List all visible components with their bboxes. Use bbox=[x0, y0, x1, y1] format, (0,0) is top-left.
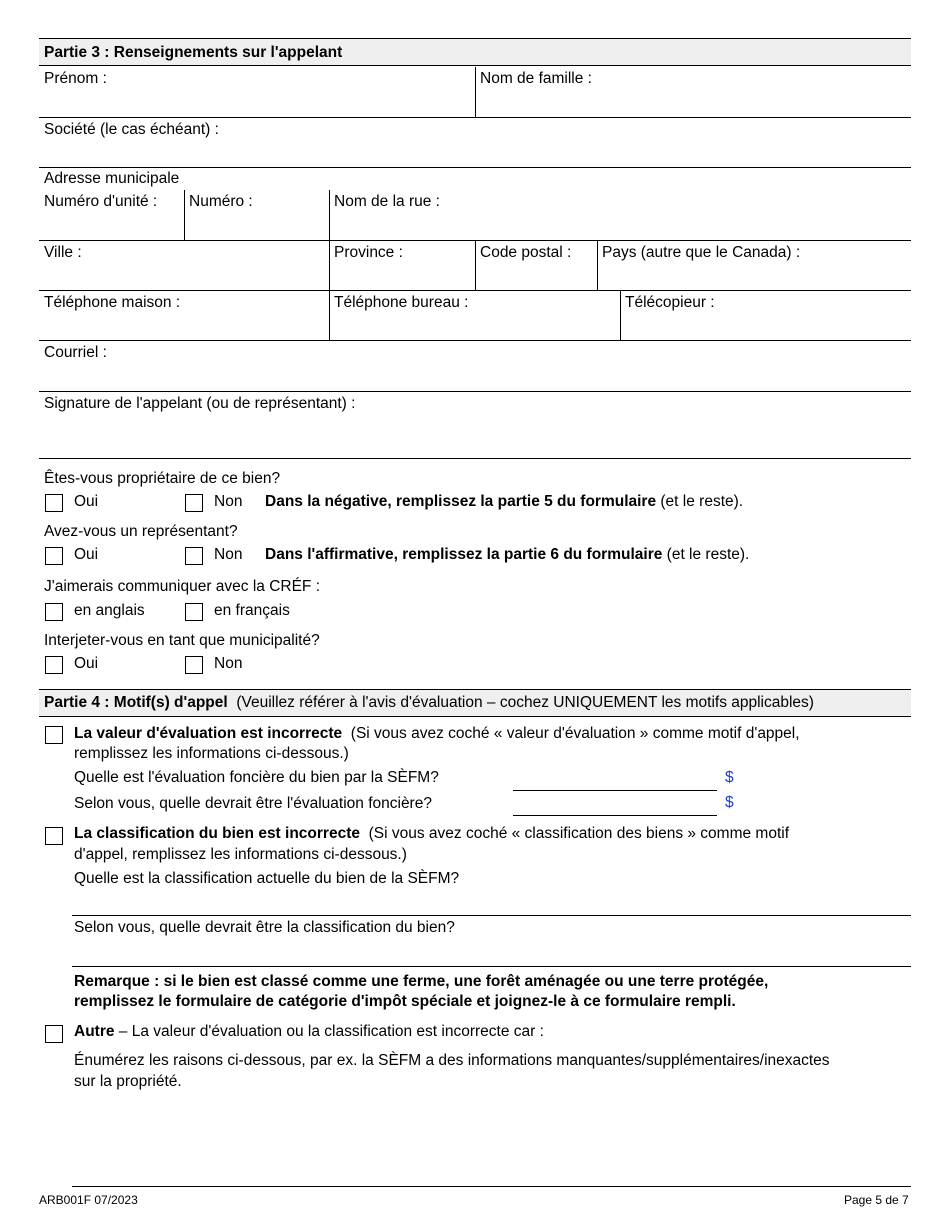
your-value-input[interactable] bbox=[513, 793, 717, 815]
sefm-value-question: Quelle est l'évaluation foncière du bien par la SÈFM? bbox=[74, 769, 439, 786]
postal-code-field[interactable] bbox=[476, 241, 597, 290]
home-phone-field[interactable] bbox=[39, 291, 329, 340]
street-address-label: Adresse municipale bbox=[44, 170, 180, 187]
muni-no-label: Non bbox=[214, 655, 243, 672]
other-label: Autre – La valeur d'évaluation ou la classification est incorrecte car : bbox=[74, 1023, 544, 1040]
company-field[interactable] bbox=[39, 118, 911, 167]
reasons-field[interactable] bbox=[72, 1095, 911, 1183]
dollar-sign: $ bbox=[725, 769, 734, 786]
french-label: en français bbox=[214, 602, 290, 619]
postal-code-label: Code postal : bbox=[480, 244, 572, 261]
owner-yes-checkbox[interactable] bbox=[45, 494, 63, 512]
street-name-field[interactable] bbox=[330, 190, 911, 240]
rep-yes-checkbox[interactable] bbox=[45, 547, 63, 565]
english-label: en anglais bbox=[74, 602, 145, 619]
other-checkbox[interactable] bbox=[45, 1025, 63, 1043]
remark-line-1: Remarque : si le bien est classé comme une ferme, une forêt aménagée ou une terre protégée, bbox=[74, 973, 769, 990]
owner-no-label: Non bbox=[214, 493, 243, 510]
value-incorrect-desc: remplissez les informations ci-dessous.) bbox=[74, 745, 349, 762]
muni-yes-checkbox[interactable] bbox=[45, 656, 63, 674]
owner-note: Dans la négative, remplissez la partie 5 du formulaire (et le reste). bbox=[265, 493, 744, 510]
current-class-question: Quelle est la classification actuelle du bien de la SÈFM? bbox=[74, 870, 460, 887]
city-field[interactable] bbox=[39, 241, 329, 290]
representative-question: Avez-vous un représentant? bbox=[44, 523, 238, 540]
fax-label: Télécopieur : bbox=[625, 294, 715, 311]
country-label: Pays (autre que le Canada) : bbox=[602, 244, 801, 261]
rep-note: Dans l'affirmative, remplissez la partie 6 du formulaire (et le reste). bbox=[265, 546, 750, 563]
unit-number-label: Numéro d'unité : bbox=[44, 193, 158, 210]
province-field[interactable] bbox=[330, 241, 475, 290]
first-name-label: Prénom : bbox=[44, 70, 107, 87]
signature-label: Signature de l'appelant (ou de représentant) : bbox=[44, 395, 356, 412]
owner-no-checkbox[interactable] bbox=[185, 494, 203, 512]
owner-yes-label: Oui bbox=[74, 493, 99, 510]
part4-title: Partie 4 : Motif(s) d'appel (Veuillez référer à l'avis d'évaluation – cochez UNIQUEMENT les motifs applicables) bbox=[44, 694, 814, 711]
work-phone-label: Téléphone bureau : bbox=[334, 294, 469, 311]
last-name-label: Nom de famille : bbox=[480, 70, 592, 87]
rep-yes-label: Oui bbox=[74, 546, 99, 563]
city-label: Ville : bbox=[44, 244, 82, 261]
muni-yes-label: Oui bbox=[74, 655, 99, 672]
current-class-input[interactable] bbox=[72, 890, 911, 915]
class-incorrect-label: La classification du bien est incorrecte (Si vous avez coché « classification des biens » comme motif bbox=[74, 825, 790, 842]
home-phone-label: Téléphone maison : bbox=[44, 294, 181, 311]
part3-title: Partie 3 : Renseignements sur l'appelant bbox=[44, 44, 343, 61]
fax-field[interactable] bbox=[621, 291, 911, 340]
value-incorrect-label: La valeur d'évaluation est incorrecte (Si vous avez coché « valeur d'évaluation » comme motif d'appel, bbox=[74, 725, 800, 742]
reasons-instruction-cont: sur la propriété. bbox=[74, 1073, 182, 1090]
your-class-input[interactable] bbox=[72, 940, 911, 966]
rep-no-label: Non bbox=[214, 546, 243, 563]
language-question: J'aimerais communiquer avec la CRÉF : bbox=[44, 578, 321, 595]
class-incorrect-desc: d'appel, remplissez les informations ci-dessous.) bbox=[74, 846, 407, 863]
work-phone-field[interactable] bbox=[330, 291, 620, 340]
form-code: ARB001F 07/2023 bbox=[39, 1193, 138, 1207]
number-field[interactable] bbox=[185, 190, 329, 240]
rep-no-checkbox[interactable] bbox=[185, 547, 203, 565]
value-incorrect-checkbox[interactable] bbox=[45, 726, 63, 744]
last-name-field[interactable] bbox=[476, 67, 911, 117]
street-name-label: Nom de la rue : bbox=[334, 193, 440, 210]
owner-question: Êtes-vous propriétaire de ce bien? bbox=[44, 470, 281, 487]
reasons-instruction: Énumérez les raisons ci-dessous, par ex. la SÈFM a des informations manquantes/supplémentaires/inexactes bbox=[74, 1052, 830, 1069]
email-label: Courriel : bbox=[44, 344, 107, 361]
first-name-field[interactable] bbox=[39, 67, 475, 117]
unit-number-field[interactable] bbox=[39, 190, 184, 240]
your-class-question: Selon vous, quelle devrait être la classification du bien? bbox=[74, 919, 455, 936]
sefm-value-input[interactable] bbox=[513, 768, 717, 790]
signature-field[interactable] bbox=[39, 392, 911, 458]
french-checkbox[interactable] bbox=[185, 603, 203, 621]
your-value-question: Selon vous, quelle devrait être l'évaluation foncière? bbox=[74, 795, 432, 812]
dollar-sign: $ bbox=[725, 794, 734, 811]
remark-line-2: remplissez le formulaire de catégorie d'impôt spéciale et joignez-le à ce formulaire rempli. bbox=[74, 993, 736, 1010]
municipality-question: Interjeter-vous en tant que municipalité? bbox=[44, 632, 320, 649]
company-label: Société (le cas échéant) : bbox=[44, 121, 219, 138]
class-incorrect-checkbox[interactable] bbox=[45, 827, 63, 845]
country-field[interactable] bbox=[598, 241, 911, 290]
number-label: Numéro : bbox=[189, 193, 253, 210]
muni-no-checkbox[interactable] bbox=[185, 656, 203, 674]
email-field[interactable] bbox=[39, 341, 911, 391]
english-checkbox[interactable] bbox=[45, 603, 63, 621]
province-label: Province : bbox=[334, 244, 403, 261]
page-number: Page 5 de 7 bbox=[844, 1193, 909, 1207]
